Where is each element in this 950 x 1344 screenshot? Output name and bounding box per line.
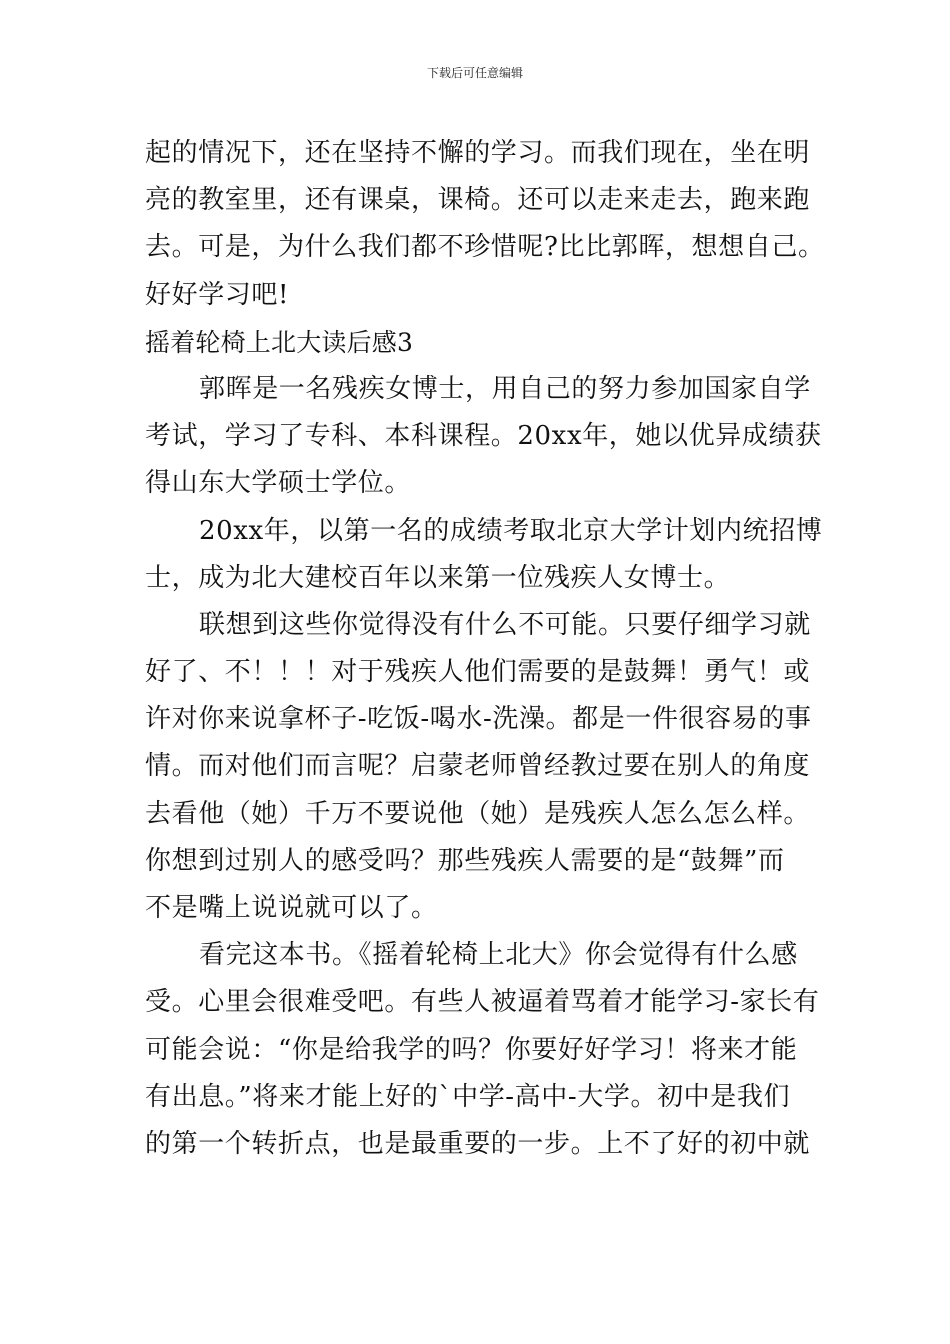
paragraph-first-line: 联想到这些你觉得没有什么不可能。只要仔细学习就 xyxy=(199,609,811,640)
text-line: 受。心里会很难受吧。有些人被逼着骂着才能学习-家长有 xyxy=(145,987,820,1018)
page-header-note: 下载后可任意编辑 xyxy=(426,66,523,80)
text-line: 的第一个转折点，也是最重要的一步。上不了好的初中就 xyxy=(145,1128,811,1159)
text-line: 许对你来说拿杯子-吃饭-喝水-洗澡。都是一件很容易的事 xyxy=(145,704,812,735)
text-line: 可能会说：“你是给我学的吗？你要好好学习！将来才能 xyxy=(145,1034,798,1065)
text-line: 好好学习吧! xyxy=(145,279,290,310)
text-line: 情。而对他们而言呢？启蒙老师曾经教过要在别人的角度 xyxy=(145,751,811,782)
text-line: 你想到过别人的感受吗？那些残疾人需要的是“鼓舞”而 xyxy=(145,845,785,876)
text-line: 去。可是，为什么我们都不珍惜呢?比比郭晖，想想自己。 xyxy=(145,232,825,263)
text-line: 好了、不！！！对于残疾人他们需要的是鼓舞！勇气！或 xyxy=(145,657,811,688)
document-body xyxy=(145,130,825,1168)
text-line: 有出息。”将来才能上好的`中学-高中-大学。初中是我们 xyxy=(145,1081,791,1112)
paragraph-first-line: 郭晖是一名残疾女博士，用自己的努力参加国家自学 xyxy=(199,373,811,404)
text-line: 去看他（她）千万不要说他（她）是残疾人怎么怎么样。 xyxy=(145,798,811,829)
text-line: 士，成为北大建校百年以来第一位残疾人女博士。 xyxy=(145,562,731,593)
text-line: 亮的教室里，还有课桌，课椅。还可以走来走去，跑来跑 xyxy=(145,185,811,216)
paragraph-first-line: 看完这本书。《摇着轮椅上北大》你会觉得有什么感 xyxy=(199,940,798,971)
section-heading: 摇着轮椅上北大读后感3 xyxy=(145,327,414,357)
text-line: 得山东大学硕士学位。 xyxy=(145,468,412,499)
text-line: 考试，学习了专科、本科课程。20xx年，她以优异成绩获 xyxy=(145,421,822,452)
paragraph-first-line: 20xx年，以第一名的成绩考取北京大学计划内统招博 xyxy=(199,515,823,546)
text-line: 起的情况下，还在坚持不懈的学习。而我们现在，坐在明 xyxy=(145,138,811,168)
text-line: 不是嘴上说说就可以了。 xyxy=(145,893,438,923)
